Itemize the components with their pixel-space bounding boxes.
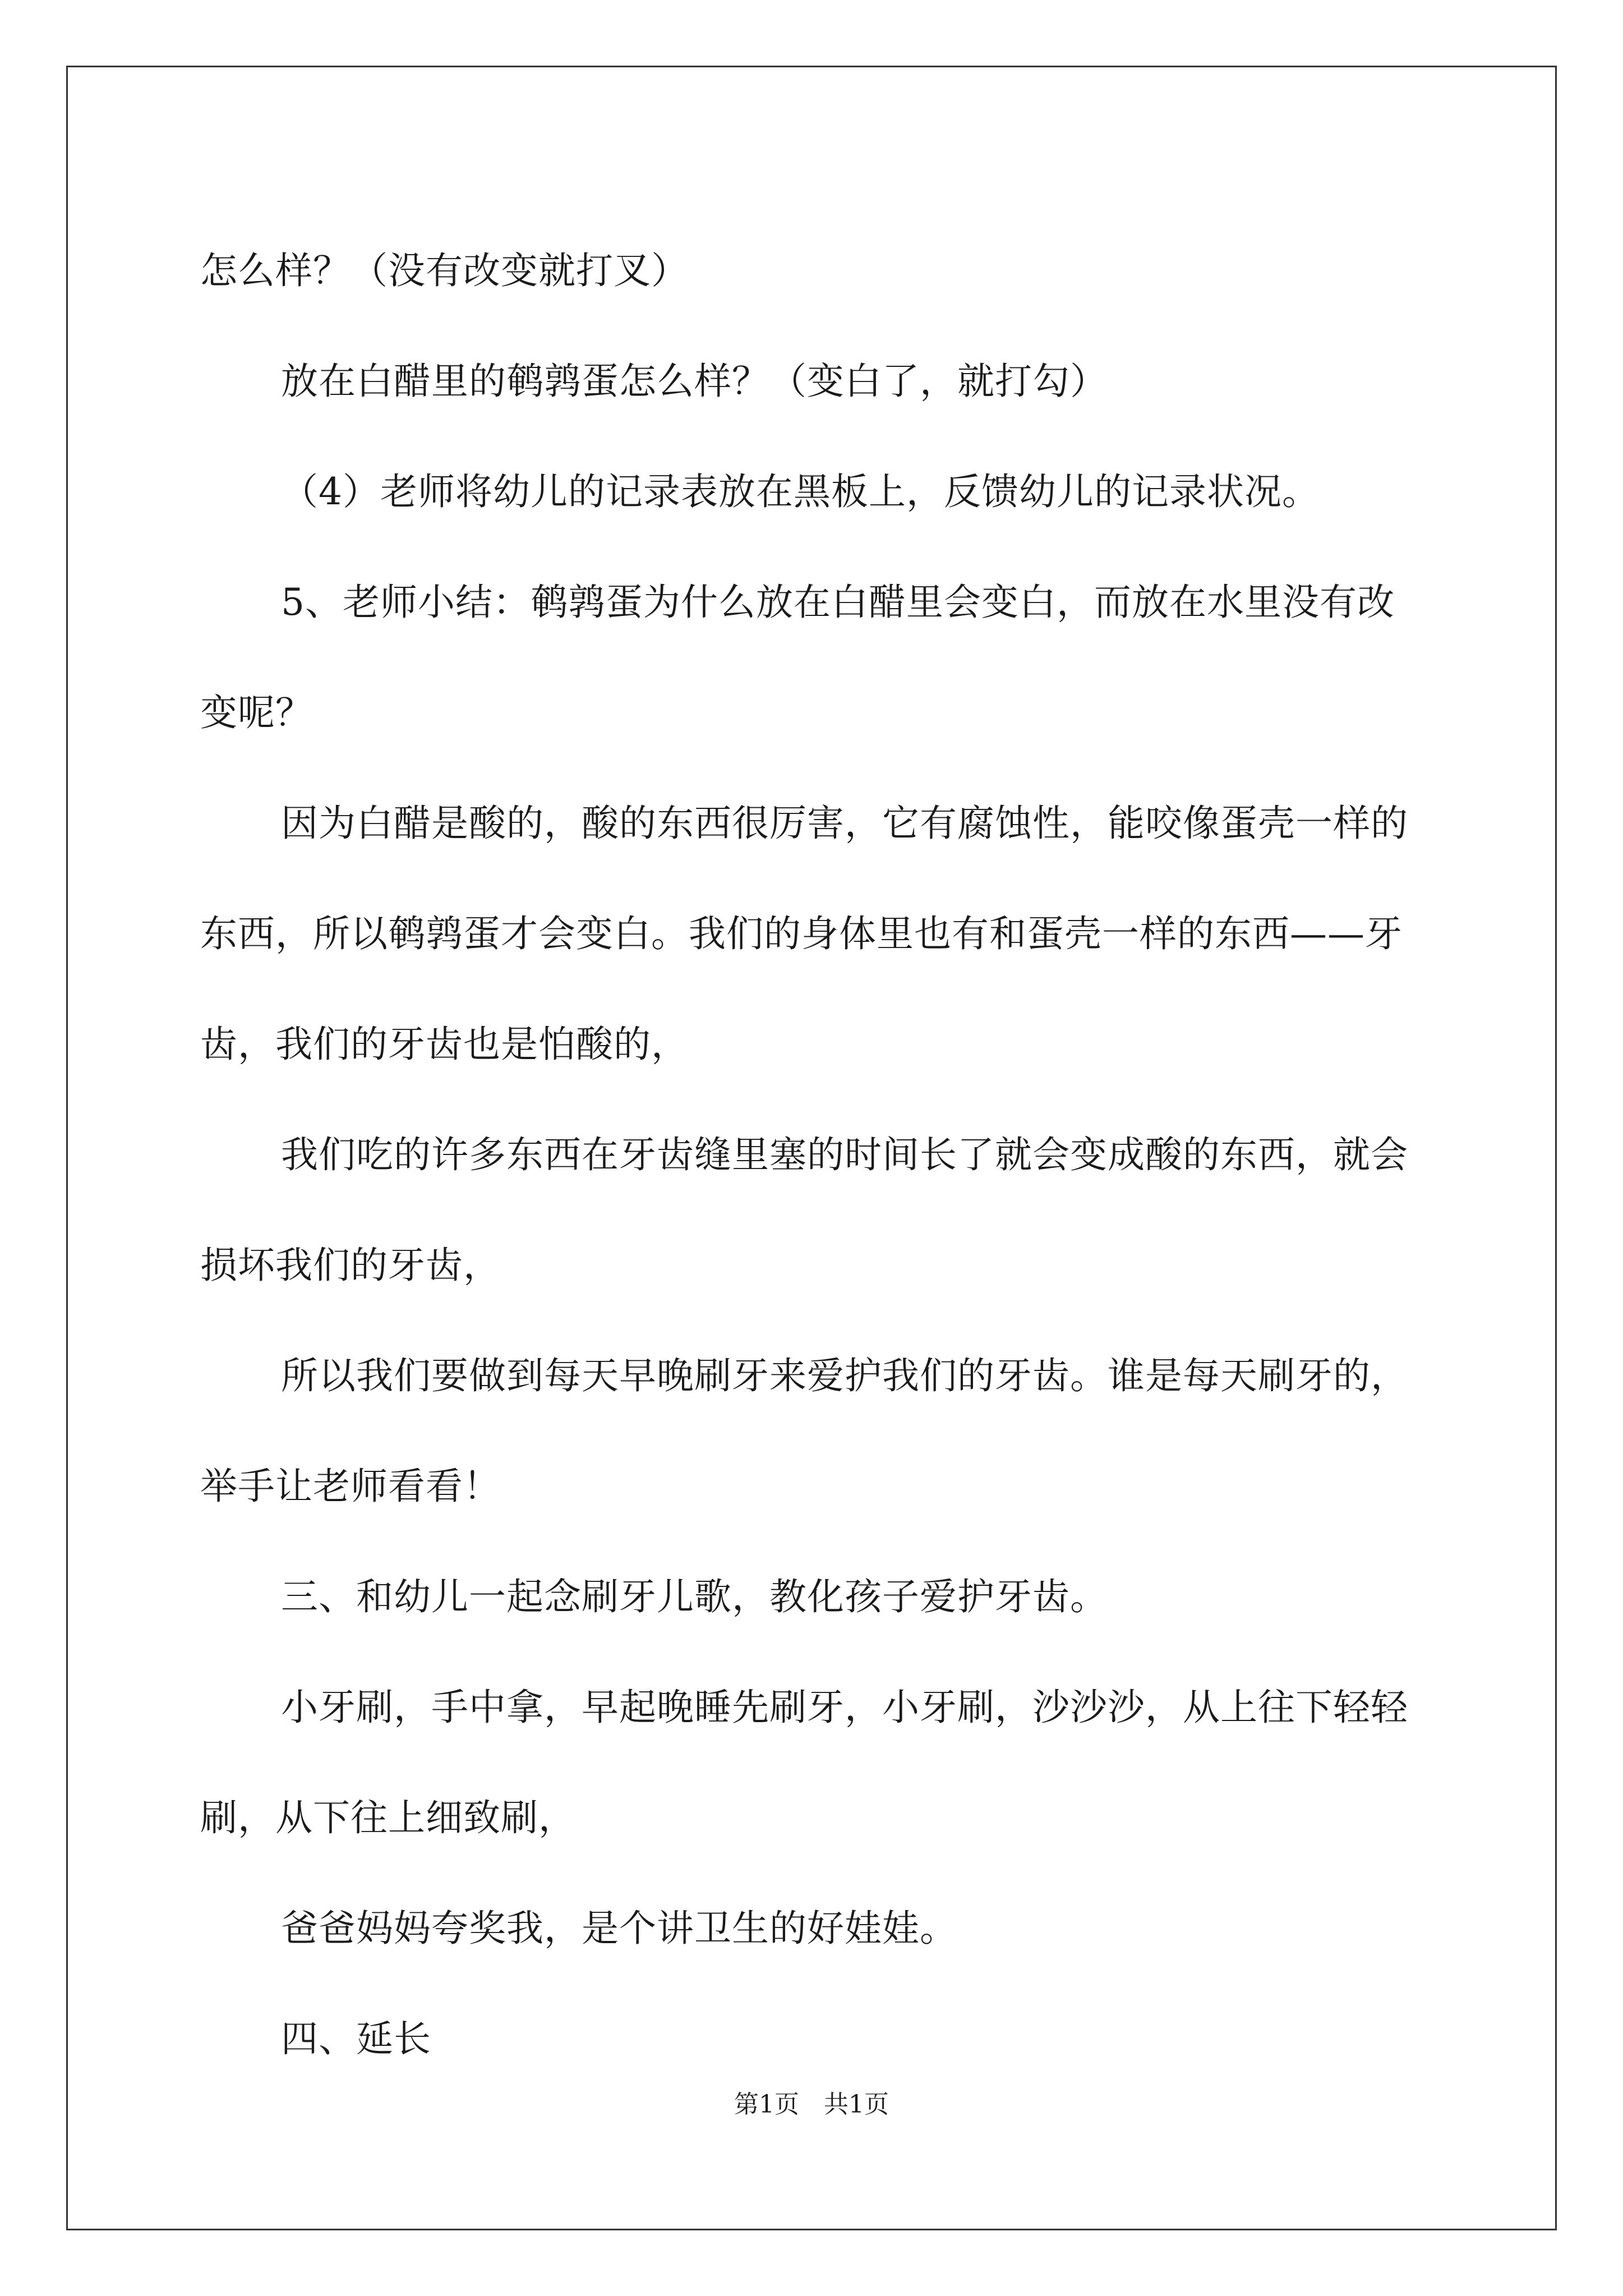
paragraph: 四、延长 (281, 2017, 431, 2060)
paragraph: 怎么样？（没有改变就打叉） (200, 249, 689, 292)
paragraph: 小牙刷，手中拿，早起晚睡先刷牙，小牙刷，沙沙沙，从上往下轻轻刷，从下往上细致刷， (200, 1686, 1408, 1839)
paragraph: 我们吃的许多东西在牙齿缝里塞的时间长了就会变成酸的东西，就会损坏我们的牙齿， (200, 1133, 1408, 1287)
paragraph: 所以我们要做到每天早晚刷牙来爱护我们的牙齿。谁是每天刷牙的，举手让老师看看！ (200, 1354, 1408, 1508)
paragraph: （4）老师将幼儿的记录表放在黑板上，反馈幼儿的记录状况。 (281, 470, 1320, 513)
document-body (200, 215, 1428, 2094)
paragraph: 5、老师小结：鹌鹑蛋为什么放在白醋里会变白，而放在水里没有改变呢？ (200, 581, 1395, 734)
paragraph: 放在白醋里的鹌鹑蛋怎么样？（变白了，就打勾） (281, 360, 1108, 403)
paragraph: 爸爸妈妈夸奖我，是个讲卫生的好娃娃。 (281, 1907, 957, 1950)
paragraph: 因为白醋是酸的，酸的东西很厉害，它有腐蚀性，能咬像蛋壳一样的东西，所以鹌鹑蛋才会变白。我们的身体里也有和蛋壳一样的东西——牙齿，我们的牙齿也是怕酸的， (200, 802, 1408, 1066)
page-footer: 第1页 共1页 (734, 2090, 889, 2119)
paragraph: 三、和幼儿一起念刷牙儿歌，教化孩子爱护牙齿。 (281, 1575, 1108, 1618)
